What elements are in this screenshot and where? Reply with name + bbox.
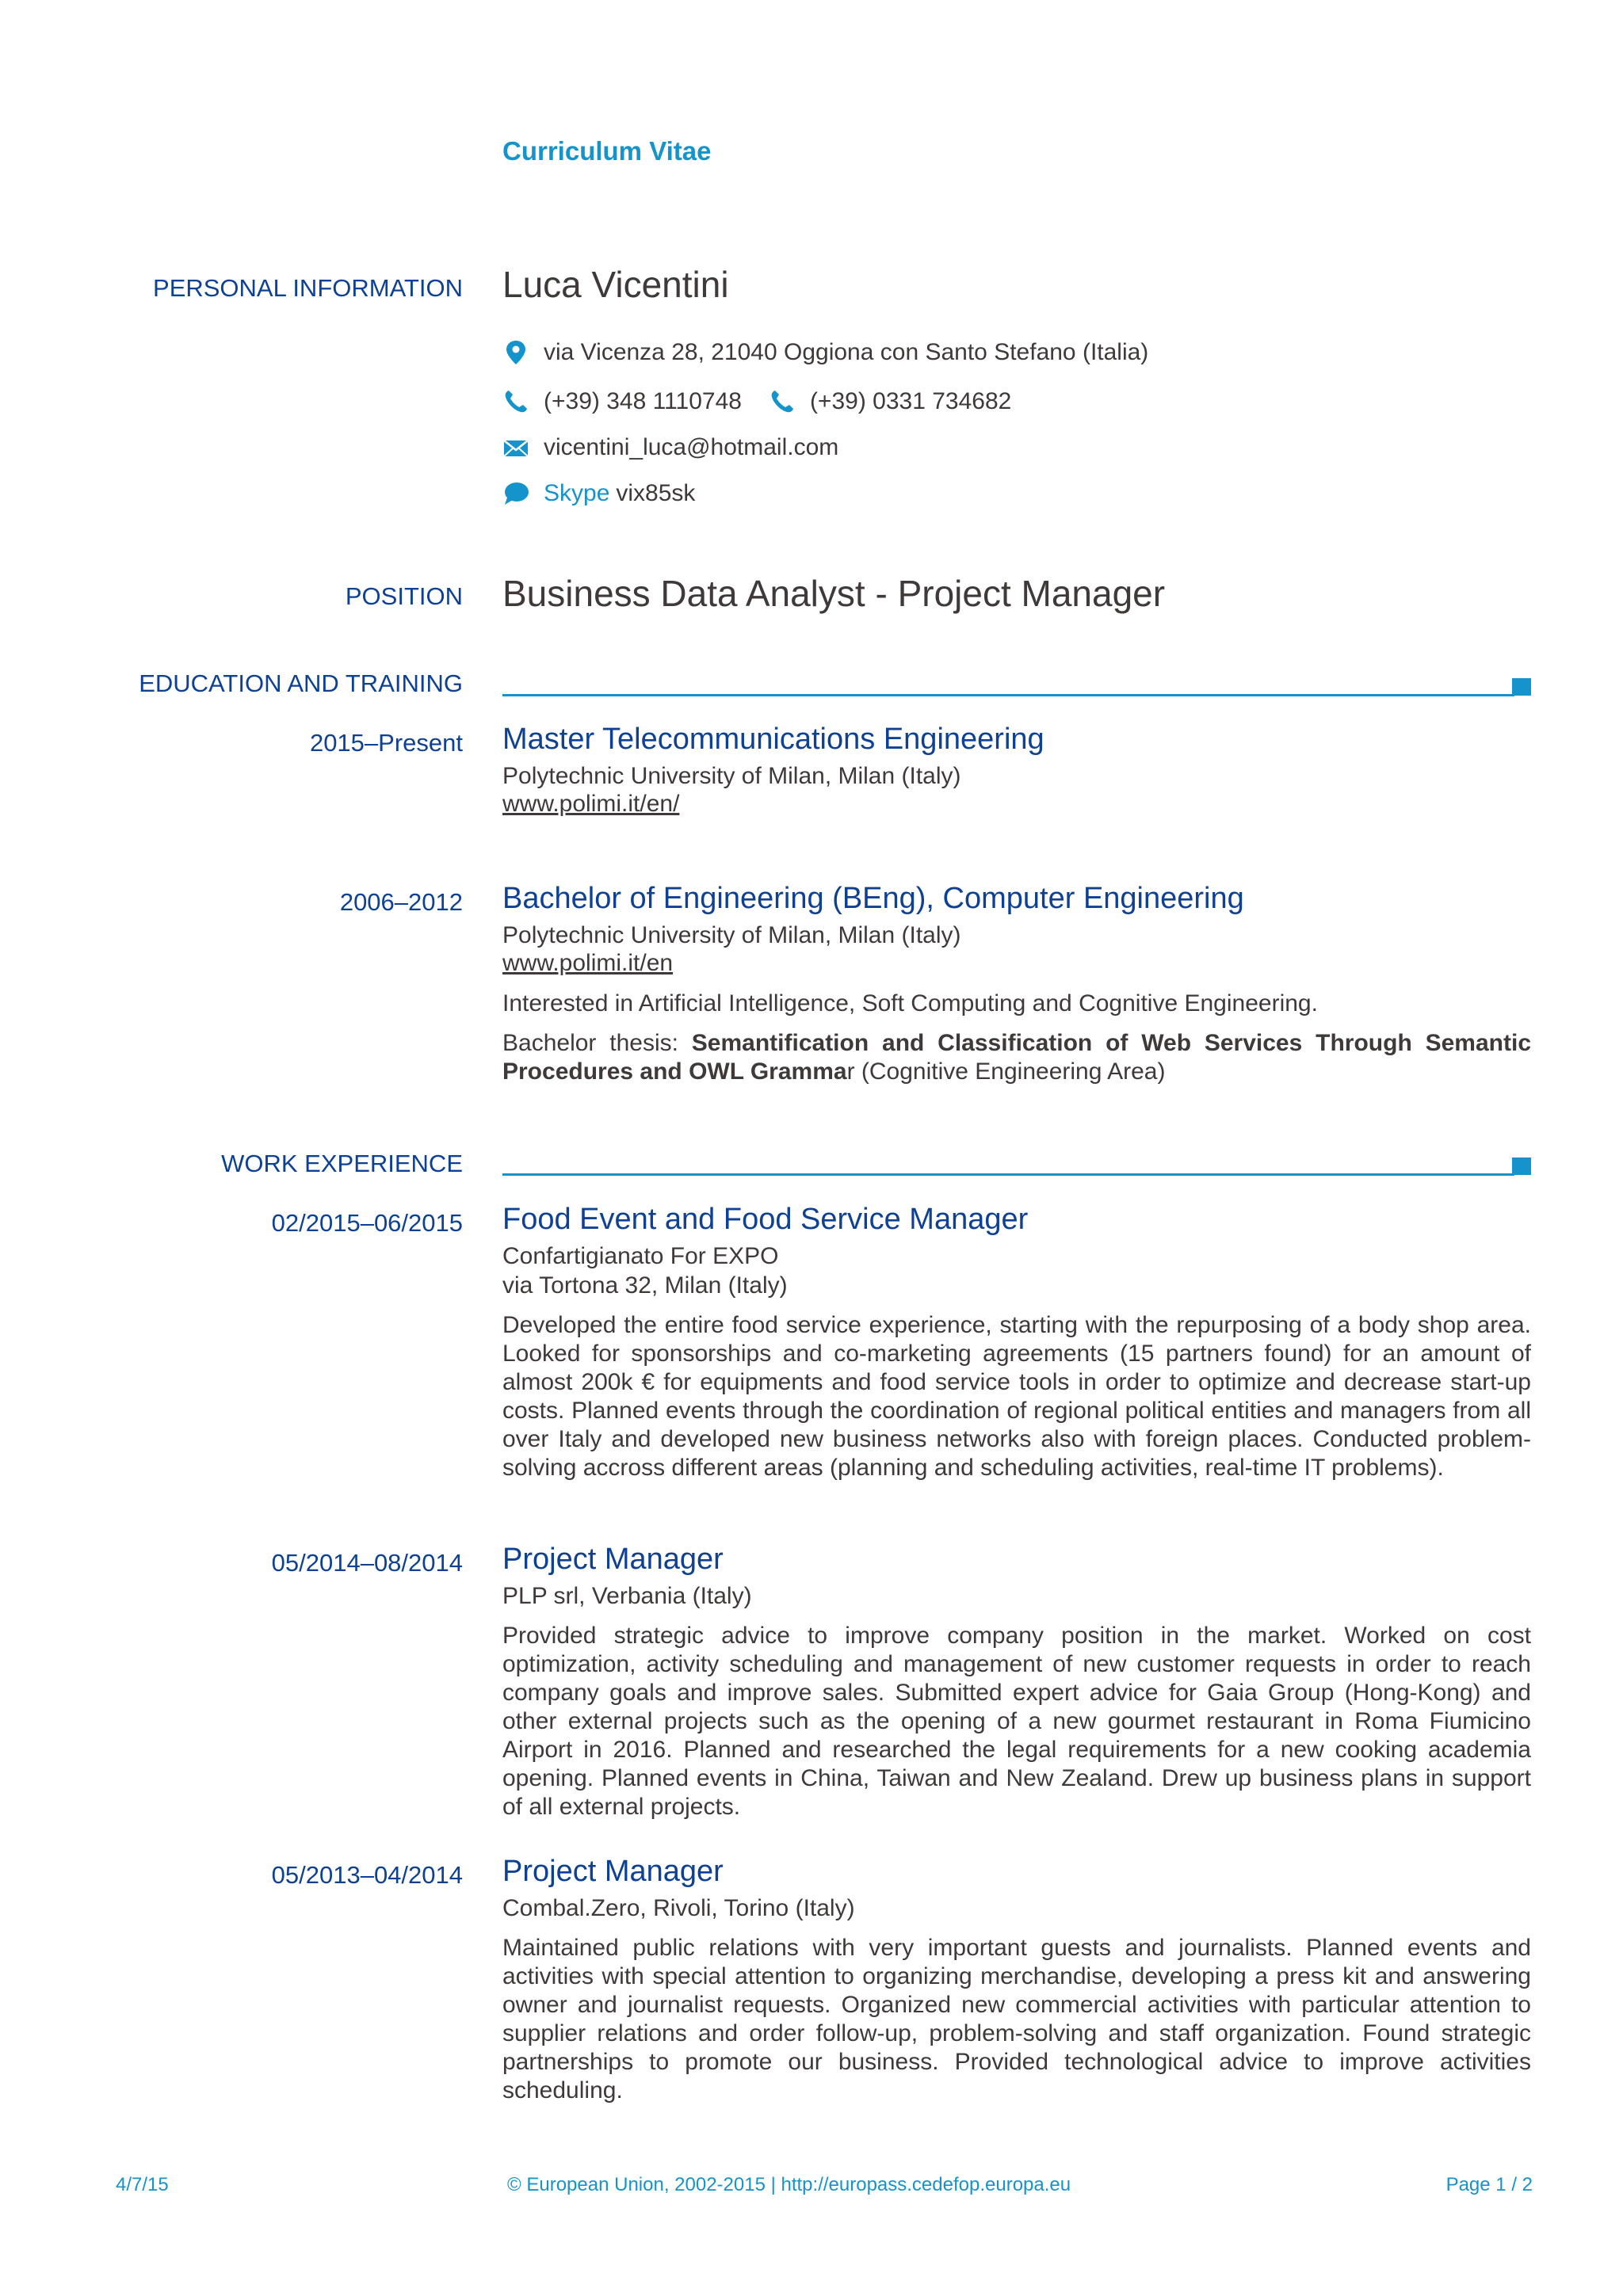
education-link[interactable]: www.polimi.it/en/ bbox=[502, 791, 680, 817]
education-link[interactable]: www.polimi.it/en bbox=[502, 950, 674, 976]
work-description: Maintained public relations with very important guests and journalists. Planned events and activities with special attention to organizing merchandise, developing a press kit and answering owner and journalist requests. Organized new commercial activities with particular attention to supplier relations and order follow-up, problem-solving and staff organization. Found strategic partnerships to promote our business. Provided technological advice to improve activities scheduling. bbox=[502, 1935, 1531, 2103]
location-pin-icon bbox=[502, 339, 529, 366]
work-employer: Confartigianato For EXPO bbox=[502, 1243, 779, 1269]
footer-page-number: Page 1 / 2 bbox=[1445, 2174, 1533, 2195]
work-entry bbox=[502, 1543, 1531, 1821]
work-employer: PLP srl, Verbania (Italy) bbox=[502, 1583, 752, 1609]
work-dates: 02/2015–06/2015 bbox=[271, 1209, 463, 1237]
email-text[interactable]: vicentini_luca@hotmail.com bbox=[544, 434, 839, 460]
education-institution: Polytechnic University of Milan, Milan (Italy) bbox=[502, 763, 961, 789]
education-entry bbox=[502, 723, 1531, 818]
education-title: Master Telecommunications Engineering bbox=[502, 723, 1044, 756]
section-label-work-experience: WORK EXPERIENCE bbox=[221, 1150, 463, 1177]
work-description: Provided strategic advice to improve company position in the market. Worked on cost optimization, activity scheduling and management of new customer requests in order to reach company goals and improve sales. Submitted expert advice for Gaia Group (Hong-Kong) and other external projects such as the opening of a new gourmet restaurant in Roma Fiumicino Airport in 2016. Planned and researched the legal requirements for a new cooking academia opening. Planned events in China, Taiwan and New Zealand. Drew up business plans in support of all external projects. bbox=[502, 1623, 1531, 1820]
work-title: Project Manager bbox=[502, 1543, 724, 1576]
skype-label: Skype bbox=[544, 480, 610, 506]
work-employer: Combal.Zero, Rivoli, Torino (Italy) bbox=[502, 1895, 855, 1921]
work-dates: 05/2014–08/2014 bbox=[271, 1549, 463, 1577]
education-dates: 2015–Present bbox=[309, 729, 463, 757]
work-entry bbox=[502, 1203, 1531, 1482]
work-description: Developed the entire food service experience, starting with the repurposing of a body shop area. Looked for sponsorships and co-marketing agreements (15 partners found) for an amount of almost 200k € for equipments and food service tools in order to optimize and decrease start-up costs. Planned events through the coordination of regional political entities and managers from all over Italy and developed new business networks also with foreign places. Conducted problem-solving accross different areas (planning and scheduling activities, real-time IT problems). bbox=[502, 1312, 1531, 1481]
section-divider-square bbox=[1512, 1158, 1531, 1175]
phone-row bbox=[502, 388, 1531, 415]
education-institution: Polytechnic University of Milan, Milan (Italy) bbox=[502, 922, 961, 948]
document-title: Curriculum Vitae bbox=[502, 136, 712, 166]
education-dates: 2006–2012 bbox=[339, 888, 463, 916]
section-label-position: POSITION bbox=[345, 582, 463, 610]
section-divider-line bbox=[502, 1173, 1514, 1176]
section-label-education: EDUCATION AND TRAINING bbox=[139, 669, 463, 697]
phone-icon bbox=[502, 388, 529, 415]
work-address: via Tortona 32, Milan (Italy) bbox=[502, 1272, 788, 1299]
person-name: Luca Vicentini bbox=[502, 264, 729, 305]
work-dates: 05/2013–04/2014 bbox=[271, 1861, 463, 1889]
work-entry bbox=[502, 1855, 1531, 2105]
phone-mobile[interactable]: (+39) 348 1110748 bbox=[544, 388, 742, 414]
work-title: Food Event and Food Service Manager bbox=[502, 1203, 1029, 1236]
position-value: Business Data Analyst - Project Manager bbox=[502, 573, 1166, 614]
chat-bubble-icon bbox=[502, 480, 529, 507]
section-label-personal-information: PERSONAL INFORMATION bbox=[153, 274, 463, 302]
thesis-prefix: Bachelor thesis: bbox=[502, 1030, 692, 1056]
footer-copyright[interactable]: © European Union, 2002-2015 | http://europass.cedefop.europa.eu bbox=[507, 2174, 1071, 2195]
section-divider-square bbox=[1512, 678, 1531, 696]
work-title: Project Manager bbox=[502, 1855, 724, 1888]
thesis-suffix: r (Cognitive Engineering Area) bbox=[846, 1058, 1166, 1085]
education-title: Bachelor of Engineering (BEng), Computer Engineering bbox=[502, 882, 1244, 915]
phone-landline[interactable]: (+39) 0331 734682 bbox=[809, 388, 1012, 414]
footer-date: 4/7/15 bbox=[116, 2174, 169, 2195]
education-thesis bbox=[502, 1029, 1531, 1086]
address-row bbox=[502, 339, 1531, 366]
email-row bbox=[502, 434, 1531, 461]
section-divider-line bbox=[502, 694, 1514, 696]
envelope-icon bbox=[502, 434, 529, 461]
skype-row bbox=[502, 480, 1531, 507]
thesis-title: Semantification and Classification of Web Services Through Semantic Procedures and OWL Gramma bbox=[502, 1030, 1532, 1085]
education-note: Interested in Artificial Intelligence, Soft Computing and Cognitive Engineering. bbox=[502, 990, 1318, 1016]
address-text: via Vicenza 28, 21040 Oggiona con Santo Stefano (Italia) bbox=[544, 339, 1149, 365]
skype-id[interactable]: vix85sk bbox=[616, 480, 696, 506]
education-entry bbox=[502, 882, 1531, 1086]
phone-icon bbox=[769, 388, 796, 415]
